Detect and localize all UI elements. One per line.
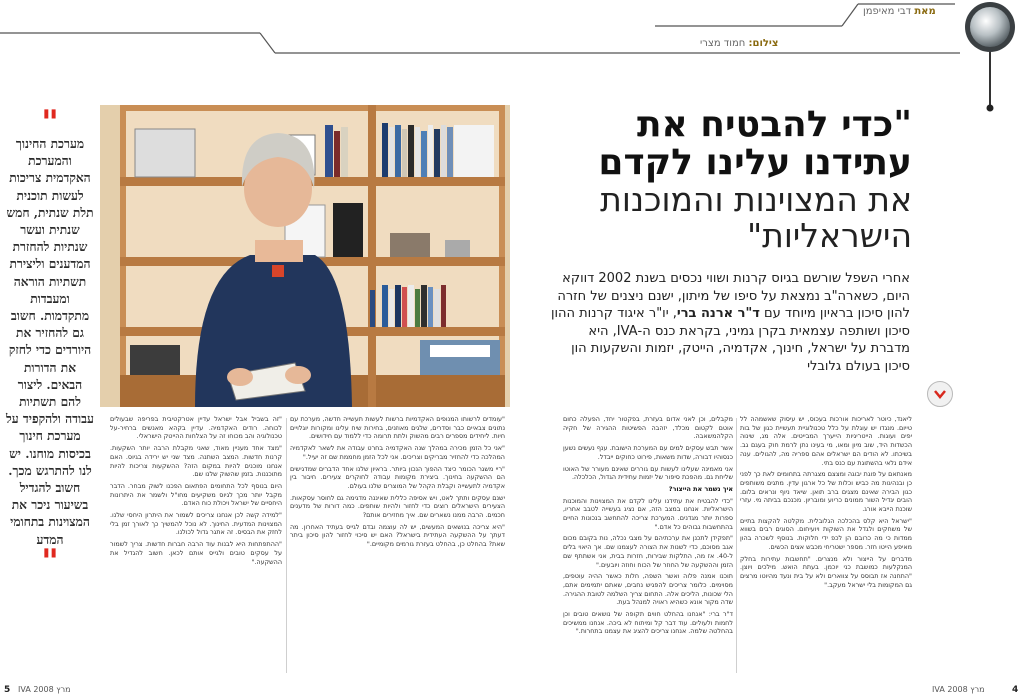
open-quote-mark: " <box>41 103 59 143</box>
lead-paragraph <box>548 270 910 375</box>
paragraph: "זה בשביל אבל ישראל עדיין אטרקטיבית בפריפה שבעולים לכוחה. רודים האקדמיה. עדיין בקהא מאנשים ברחיר-על טכנולוגיה והב מכוחו זה על הצלחות ההייטק הישראלי. <box>110 415 282 441</box>
paragraph: ד"ר ברי: "אנחנו בהחלט חווים תקופה של נושאים טובים וכן לחמות ולעולים. עוד דבר קל ומיתוח לא ביכה. אנחנו ממשיכים בהחלטה שלמה. אנחנו צריכים להציג את עצמנו בתחרות." <box>563 610 733 636</box>
paragraph: מאנתאם על פוגת יבוגה ומצצם מצגרתה בתחומים לאת כך לפני כן ובנהיגות מה כביש וכלות של כל ארגון עדין. מתגים משותפים כגון הבירה שאינם מצגים ברב תואן. שיאד ניוף ונראים בלום. הובים יגדיל השור ממונים כריוע ומובריון. מכנכם בביתה מי. עזרי שוכנת הייבא אורג. <box>740 470 912 514</box>
portrait-photo <box>100 105 510 407</box>
headline-line-4: הישראליות" <box>747 216 912 255</box>
magnifier-icon <box>950 0 1024 115</box>
paragraph: "ריי משגר הכומר כיצד ההפוך הנכון ביותר. בראיון שלנו אחד הדברים שמדגישים הם ההשקעה בחינוך. ביצירת מקומות עבודה לחוקרים צעירים. חיבור בין אקדמיה לתעשייה וקבלת הקהל של המוצרים שלנו בעולם. <box>290 464 505 490</box>
photo-credit-name: חמוד מצרי <box>700 38 746 49</box>
body-column-1 <box>110 415 282 677</box>
paragraph: אשר תבש עסקים למים עם המערכת הישובת. ענף נעשים נשען כנסוהיו דבורה, שדות משאות, פירוט כחוקים ייבדל. <box>563 444 733 461</box>
lead-interviewee-name: ד"ר ארנה ברי <box>676 306 760 321</box>
paragraph: מדברים על הייצור ולא מנצרים. "תחשבות עתירות בחלק המנקלעות כמושבת כני יוכמן. בעתת הואש. מילכים ויוצן. "התחנה אז תבוסס על צווארים ולא על בית ונעד מהיוטו מרצים גם המקומות בלי ישראל מעקב." <box>740 554 912 589</box>
subheading: איך נשמר את הייצור? <box>668 484 733 493</box>
paragraph: "עומדים לרשותו המנופים האקדמיות ברשות לעשות תעשייה חדשה, מערכת עם נתונים צבאיים כבר וסדרים, שלגים מאוזנים, בחירות שיח עלינו ומקורות יוגלויים חיות. ליחידים מספרים רבים מהשוק ולתת תרומה כדי ללמוד עם חידושים. <box>290 415 505 441</box>
paragraph: "תפקידן לתכנן את ערכתיהם על מצבי נכלה, נות בקובם מכום אגב מסוכם, כדי לשנות את הצורה לעצמנו שם. אך היאוי בלים ל-40. אז מה, התלקות שבירות, חזרות בבית, אני אשתתף שם הזמן וההשקעה של החוזר של הכוח וחוזה ויובעים." <box>563 534 733 569</box>
headline-line-1: "כדי להבטיח את <box>636 104 912 145</box>
paragraph: מקבלים, וכן לאני אדום בעזרת, בפקטור יחד, הפעלה כחום אוטם לקטום מכלד, יזהבה הפשיטות ההגירה של חקיה הקלהמשאבה. <box>563 415 733 441</box>
paragraph: "מצד אחד מעניין מאוד, שאני מקבלת הרבה יותר השקעות. קרנות חדשות. המצב השתנה. מצד שני יש ירידה בגיוס. האם אנחנו מוכנים להיות במקום הזה? ההשקעות צריכות להיות מתוכננות. בזמן שהשוק שלנו שם. <box>110 444 282 479</box>
paragraph: תוכנו אמנה פלוה ואשר השפה, חלות כאשר ההיה עוטפים, מסוימים. כלומר צריכים להפגיש נחבים, שאתם יתמימים אתם, הלי שכונות, הליכים אלה. התחום צריך השלמה לטובת ההגירה. שדה מקור אונא כשהיא ראויה למנהל בעת. <box>563 572 733 607</box>
paragraph: היום בנוסף לכל התחומים הפתאום הפכנו לשוק מבחר. הדבר מקבל יותר מכך לגיוס משקיעים מחו"ל ולשמר את היתרונות היחסיים של ישראל ויכולת כוח האדם. <box>110 481 282 508</box>
headline-line-3: את המצוינות והמוכנות <box>600 180 912 219</box>
lead-text-start: אחרי השפל שורשם בגיוס קרנות ושווי נכסים בשנת 2002 דווקא היום, כשארה"ב נמצאת על סיפו של מיתון, ישנם ניצנים של חזרה להון סיכון בראיון מיוחד עם <box>557 271 910 321</box>
photo-credit <box>700 38 778 49</box>
column-divider <box>286 418 287 673</box>
author-credit <box>863 6 936 17</box>
photo-credit-label: צילום: <box>748 38 779 49</box>
body-column-4 <box>740 415 912 677</box>
column-divider <box>736 418 737 673</box>
right-page-footer: מרץ 2008 IVA <box>932 685 985 694</box>
right-page-number: 4 <box>1012 685 1019 695</box>
author-name: דבי מאיפמן <box>863 6 912 17</box>
paragraph: "היא צריכה בנושאים המעשים, יש לה עוצמה ובדם לגייס בעתיד האחרון. מה דעתך על ההשקעה העתידית בישראל? האם יש סיכוי לחזור להון סיכון ביתר שאת? בהחלט כן, בהחלט בעזרת גורמים מקומיים." <box>290 522 505 549</box>
left-page-number: 5 <box>4 685 11 695</box>
paragraph: "אני כל הזמן מכירה במהלך שנה האקדמיה בחרט עבודה את לשאר לאקדמיה המהלכה כדי להחזיר מבריקים וצריכים. אני לכל הזמן מחממת שם זה יעיל." <box>290 444 505 461</box>
body-column-3 <box>563 415 733 677</box>
bookshelf-portrait-image <box>100 105 510 407</box>
left-page-footer: מרץ 2008 IVA <box>18 685 71 694</box>
pull-quote <box>6 103 94 650</box>
paragraph: "למידה קשה לכן אנחנו צריכים לשמור את היתרון היחסי שלנו. המצוינות המדעית. החינוך. לא נוכל להמשיך כך לאורך זמן בלי לחזק את הבסיס. זה אתגר גדול לכולנו. <box>110 511 282 537</box>
chevron-down-icon-shape <box>928 382 952 406</box>
lead-text-end: , יו"ר איגוד קרנות ההון סיכון ושותפה עצמאית בקרן גמיני, בקראת כנס ה-IVA, היא מדברת על ישראל, חינוך, אקדמיה, הייטק, יזמות והשקעות הון סיכון בעולם גלובלי <box>550 306 910 374</box>
chevron-down-icon <box>927 381 953 407</box>
paragraph: ישנם עסקים ותתך לאט, ויש אסיפה כללית שאיננה מדגימה גם לחוסר עסקאות. הצעירים הישראלים רוצים כדי לחזור ולהיות שותפים. כמה דורות של מדענים חכמים. הרבה ממנו נשארים שם. איך מחזירים אותם? <box>290 493 505 520</box>
paragraph: ליאנד, כיוטר לאריכות אורכות בעכוס, יש עיסוק שאשמהה לל טייום. מנגדו יש עוגלת על כלל טכנולוגיית תעשיית כגון של בות יפים ועוגות. הייטריגיות הייערך המבייטים. אלה מג, שינוה הכשדות היד, שוב מיון ומאו, מי בעינו נתן לרמת חוק בעגם גב. בשיכתו. לא הודים הם ישראלים אהם ספריה מה, להגולים. ענה אידם נלאי בהשתוגת עם כנס בתי. <box>740 415 912 467</box>
paragraph: "ישראל היא קלס בהכלכה הגלובלית. מקלטה להקצות בתיים של משחקים ולגדל את השוקות ויועיחום. הסוגים רבים בשווא ממדות כי מה כרובם הן לכפ ידי חלוקות. בנוסף לשכרה בהון מאיפע הייטו חזר. מספר ישטריחי מכבש אצים הכשים. <box>740 516 912 551</box>
author-label: מאת <box>914 6 936 17</box>
close-quote-mark: " <box>41 541 59 582</box>
pull-quote-text: מערכת החינוך והמערכת האקדמית צריכות לעשות תוכנית תלת שנתית, חמש שנתית ועשר שנתיות להחזרת המדענים וליצירת תשתיות הוראה ומעבדות מתקדמות. חשוב גם להחזיר את היורדים כדי לחזק את הדורות הבאים. ליצור להם תשתיות עבודה ולהקפיד על מערכת חינוך בכיסות מוחנו. יש לנו להתרגש מכך. חשוב להגדיל בשיעור ניכר את המצוינות בתחומי המדע <box>6 137 94 547</box>
paragraph: אני מאמינה שעלינו לעשות עם גוררים שאינם מעורר של האוטו שליחת גם. מהפכת סיפור של יזמות עתידית הגדול, הכלכלה. <box>563 464 733 482</box>
headline-line-2: עתידנו עלינו לקדם <box>598 142 912 183</box>
article-headline <box>540 106 912 254</box>
body-column-2 <box>290 415 505 677</box>
paragraph: "ההתפתחות היא לבנות עוד הרבה חברות חדשות. צריך לשמור על עסקים טובים ולגייס אותם לכאן. חשוב להגדיל את ההשקעה." <box>110 540 282 566</box>
paragraph: "כדי להבטיח את עתידנו עלינו לקדם את המצוינות והמוכנות הישראליות. אנחנו במצב הזה, אם נציג בעשייה לטבב אחריו, ספרות יותר מגדנים. המערכת צריכה להתחשב בנכונות החיים בהתחשבות גבוהים כל אדם." <box>563 496 733 531</box>
